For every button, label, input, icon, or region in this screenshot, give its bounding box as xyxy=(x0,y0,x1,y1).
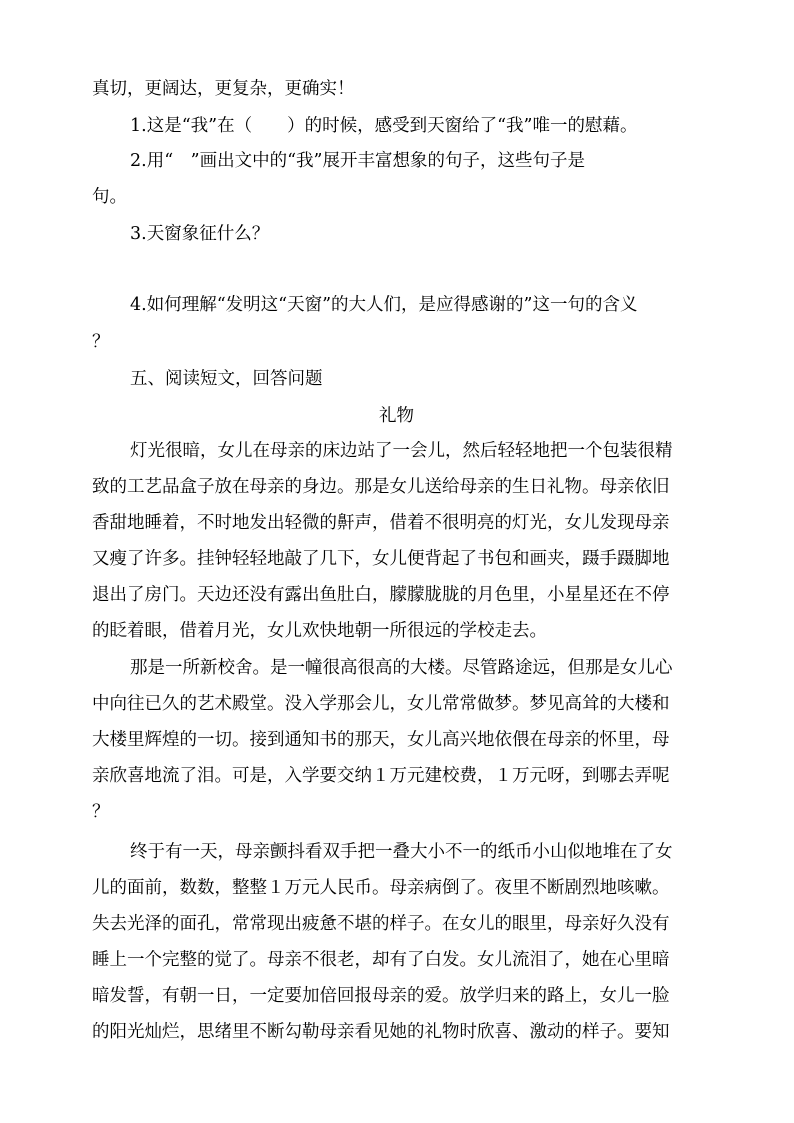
question-2-text-cont: 句。 xyxy=(92,187,127,207)
question-3-text: 3.天窗象征什么？ xyxy=(130,224,270,244)
text-line: 那是一所新校舍。是一幢很高很高的大楼。尽管路途远，但那是女儿心 xyxy=(130,658,673,678)
passage-title: 礼物 xyxy=(379,406,414,426)
text-line: 的眨着眼，借着月光，女儿欢快地朝一所很远的学校走去。 xyxy=(92,621,547,641)
text-line: 睡上一个完整的觉了。母亲不很老，却有了白发。女儿流泪了，她在心里暗 xyxy=(92,950,670,970)
text-line: 灯光很暗，女儿在母亲的床边站了一会儿，然后轻轻地把一个包装很精 xyxy=(130,441,673,461)
text-line: 失去光泽的面孔，常常现出疲惫不堪的样子。在女儿的眼里，母亲好久没有 xyxy=(92,914,670,934)
question-4-text-cont: ？ xyxy=(92,332,110,352)
text-line: 终于有一天，母亲颤抖看双手把一叠大小不一的纸币小山似地堆在了女 xyxy=(130,842,673,862)
text-line: 的阳光灿烂，思绪里不断勾勒母亲看见她的礼物时欣喜、激动的样子。要知 xyxy=(92,1022,670,1042)
section-5-heading: 五、阅读短文，回答问题 xyxy=(130,369,323,389)
question-1-text: 1.这是“我”在（ ）的时候，感受到天窗给了“我”唯一的慰藉。 xyxy=(130,116,638,136)
text-line: 香甜地睡着，不时地发出轻微的鼾声，借着不很明亮的灯光，女儿发现母亲 xyxy=(92,513,670,533)
text-line: 亲欣喜地流了泪。可是，入学要交纳１万元建校费，１万元呀，到哪去弄呢 xyxy=(92,766,670,786)
text-line: 又瘦了许多。挂钟轻轻地敲了几下，女儿便背起了书包和画夹，蹑手蹑脚地 xyxy=(92,549,670,569)
text-line: 真切，更阔达，更复杂，更确实！ xyxy=(92,79,355,99)
question-2-text: 2.用“ ”画出文中的“我”展开丰富想象的句子，这些句子是 xyxy=(130,151,585,171)
text-line: 中向往已久的艺术殿堂。没入学那会儿，女儿常常做梦。梦见高耸的大楼和 xyxy=(92,694,670,714)
text-line: ？ xyxy=(92,802,110,822)
question-4-text: 4.如何理解“发明这“天窗”的大人们，是应得感谢的”这一句的含义 xyxy=(130,295,638,315)
text-line: 儿的面前，数数，整整１万元人民币。母亲病倒了。夜里不断剧烈地咳嗽。 xyxy=(92,878,670,898)
text-line: 大楼里辉煌的一切。接到通知书的那天，女儿高兴地依偎在母亲的怀里，母 xyxy=(92,730,670,750)
text-line: 退出了房门。天边还没有露出鱼肚白，朦朦胧胧的月色里，小星星还在不停 xyxy=(92,585,670,605)
text-line: 暗发誓，有朝一日，一定要加倍回报母亲的爱。放学归来的路上，女儿一脸 xyxy=(92,986,670,1006)
text-line: 致的工艺品盒子放在母亲的身边。那是女儿送给母亲的生日礼物。母亲依旧 xyxy=(92,477,670,497)
